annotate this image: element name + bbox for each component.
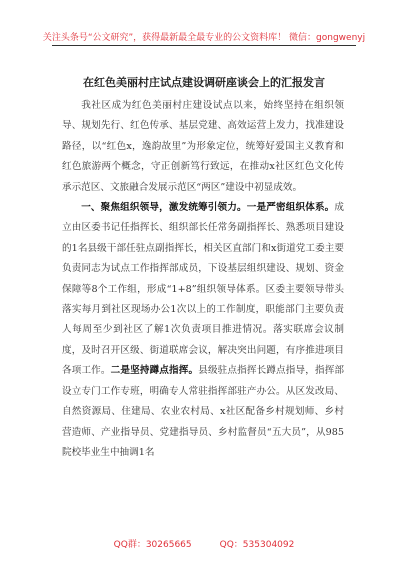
section-1-text-2: 县级驻点指挥长蹲点指导，指挥部设立专门工作专班，明确专人常驻指挥部驻产办公。从区发改局、自然资源局、住建局、农业农村局、x社区配备乡村规划师、乡村营造师、产业指导员、党建指导员、乡村监督员“五大员”，从985院校毕业生中抽调1名 (62, 365, 345, 458)
section-1-heading: 一、聚焦组织领导，激发统筹引领力。 (81, 202, 247, 214)
footer-qq-number: QQ：535304092 (219, 540, 295, 550)
header-divider (52, 45, 356, 46)
intro-paragraph: 我社区成为红色美丽村庄建设试点以来，始终坚持在组织领导、规划先行、红色传承、基层党建、高效运营上发力，找准建设路径，以“红色x，逸韵故里”为形象定位，统筹好爱国主义教育和红色旅游两个概念，守正创新笃行致远，在推动x社区红色文化传承示范区、文旅融合发展示范区“两区”建设中初显成效。 (62, 100, 344, 193)
document-title: 在红色美丽村庄试点建设调研座谈会上的汇报发言 (83, 76, 325, 89)
section-1-subheading-1: 一是严密组织体系。 (246, 202, 335, 214)
section-1-subheading-2: 二是坚持蹲点指挥。 (110, 365, 199, 377)
footer-contact (0, 537, 408, 550)
document-body (62, 96, 344, 463)
section-1-paragraph (62, 198, 344, 463)
footer-qq-group: QQ群：30265665 (113, 540, 192, 550)
section-1-text-1: 成立由区委书记任指挥长、组织部长任常务副指挥长、熟悉项目建设的1名县级干部任驻点副指挥长，相关区直部门和x街道党工委主要负责同志为试点工作指挥部成员，下设基层组织建设、规划、资金保障等8个工作组，形成“1+8”组织领导体系。区委主要领导带头落实每月到社区现场办公1次以上的工作制度，职能部门主要负责人每周至少到社区了解1次负责项目推进情况。落实联席会议制度，及时召开区级、街道联席会议，解决突出问题，有序推进项目各项工作。 (62, 202, 345, 377)
header-banner: 关注头条号“公文研究”，获得最新最全最专业的公文资料库！ 微信：gongwenyj (42, 33, 366, 43)
